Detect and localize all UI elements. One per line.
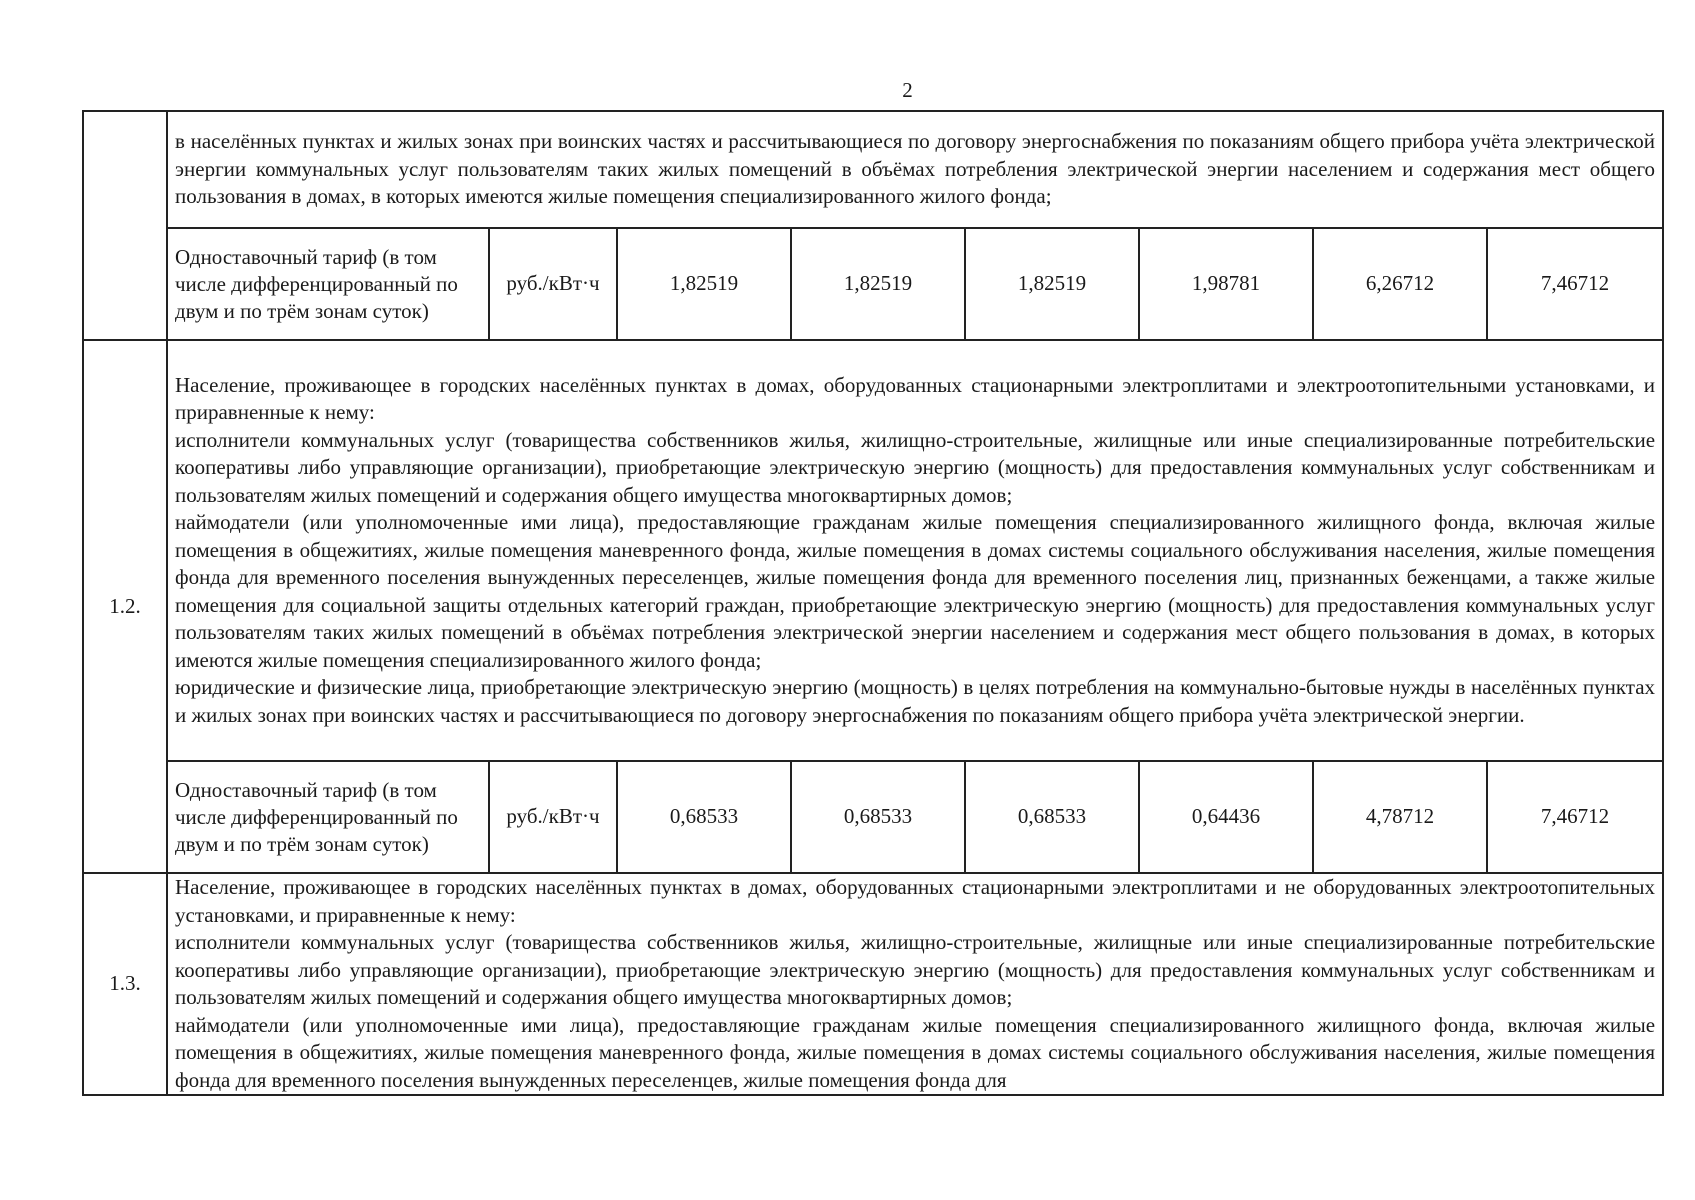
- tariff-table: [82, 110, 1664, 1096]
- tariff-value: 0,68533: [791, 761, 965, 873]
- tariff-label: Одноставочный тариф (в том числе дифференцированный по двум и по трём зонам суток): [167, 228, 489, 340]
- description-paragraph: исполнители коммунальных услуг (товарищества собственников жилья, жилищно-строительные, жилищные или иные специализированные потребительские кооперативы либо управляющие организации), приобретающие электрическую энергию (мощность) для предоставления коммунальных услуг собственникам и пользователям жилых помещений и содержания общего имущества многоквартирных домов;: [175, 427, 1656, 507]
- row-number: 1.2.: [83, 340, 167, 873]
- description-paragraph: юридические и физические лица, приобретающие электрическую энергию (мощность) в целях потребления на коммунально-бытовые нужды в населённых пунктах и жилых зонах при воинских частях и рассчитывающиеся по договору энергоснабжения по показаниям общего прибора учёта электрической энергии.: [175, 675, 1656, 727]
- row-number: [83, 111, 167, 340]
- description-paragraph: Население, проживающее в городских населённых пунктах в домах, оборудованных стационарными электроплитами и не оборудованных электроотопительных установками, и приравненные к нему:: [175, 875, 1656, 927]
- section-row: [83, 111, 1663, 228]
- description-paragraph: Население, проживающее в городских населённых пунктах в домах, оборудованных стационарными электроплитами и электроотопительными установками, и приравненные к нему:: [175, 372, 1656, 425]
- row-number: 1.3.: [83, 873, 167, 1095]
- section-description: [167, 873, 1663, 1095]
- tariff-value: 4,78712: [1313, 761, 1487, 873]
- tariff-value: 7,46712: [1487, 228, 1663, 340]
- description-paragraph: наймодатели (или уполномоченные ими лица), предоставляющие гражданам жилые помещения специализированного жилищного фонда, включая жилые помещения в общежитиях, жилые помещения маневренного фонда, жилые помещения в домах системы социального обслуживания населения, жилые помещения фонда для временного поселения вынужденных переселенцев, жилые помещения фонда для временного поселения лиц, признанных беженцами, а также жилые помещения для социальной защиты отдельных категорий граждан, приобретающие электрическую энергию (мощность) для предоставления коммунальных услуг пользователям таких жилых помещений в объёмах потребления электрической энергии населением и содержания мест общего пользования в домах, в которых имеются жилые помещения специализированного жилого фонда;: [175, 510, 1656, 672]
- section-description: [167, 111, 1663, 228]
- tariff-value: 1,98781: [1139, 228, 1313, 340]
- tariff-row: [83, 761, 1663, 873]
- tariff-value: 1,82519: [965, 228, 1139, 340]
- tariff-row: [83, 228, 1663, 340]
- tariff-value: 0,64436: [1139, 761, 1313, 873]
- tariff-value: 7,46712: [1487, 761, 1663, 873]
- tariff-value: 6,26712: [1313, 228, 1487, 340]
- tariff-value: 1,82519: [617, 228, 791, 340]
- tariff-unit: руб./кВт·ч: [489, 228, 617, 340]
- section-row: [83, 340, 1663, 761]
- tariff-unit: руб./кВт·ч: [489, 761, 617, 873]
- tariff-value: 0,68533: [965, 761, 1139, 873]
- section-row: [83, 873, 1663, 1095]
- tariff-value: 1,82519: [791, 228, 965, 340]
- description-paragraph: в населённых пунктах и жилых зонах при воинских частях и рассчитывающиеся по договору энергоснабжения по показаниям общего прибора учёта электрической энергии коммунальных услуг пользователям таких жилых помещений в объёмах потребления электрической энергии населением и содержания мест общего пользования в домах, в которых имеются жилые помещения специализированного жилого фонда;: [175, 129, 1656, 209]
- description-paragraph: исполнители коммунальных услуг (товарищества собственников жилья, жилищно-строительные, жилищные или иные специализированные потребительские кооперативы либо управляющие организации), приобретающие электрическую энергию (мощность) для предоставления коммунальных услуг собственникам и пользователям жилых помещений и содержания общего имущества многоквартирных домов;: [175, 930, 1656, 1009]
- tariff-label: Одноставочный тариф (в том числе дифференцированный по двум и по трём зонам суток): [167, 761, 489, 873]
- tariff-value: 0,68533: [617, 761, 791, 873]
- page-number: 2: [902, 78, 913, 102]
- section-description: [167, 340, 1663, 761]
- description-paragraph: наймодатели (или уполномоченные ими лица), предоставляющие гражданам жилые помещения специализированного жилищного фонда, включая жилые помещения в общежитиях, жилые помещения маневренного фонда, жилые помещения в домах системы социального обслуживания населения, жилые помещения фонда для временного поселения вынужденных переселенцев, жилые помещения фонда для: [175, 1012, 1656, 1092]
